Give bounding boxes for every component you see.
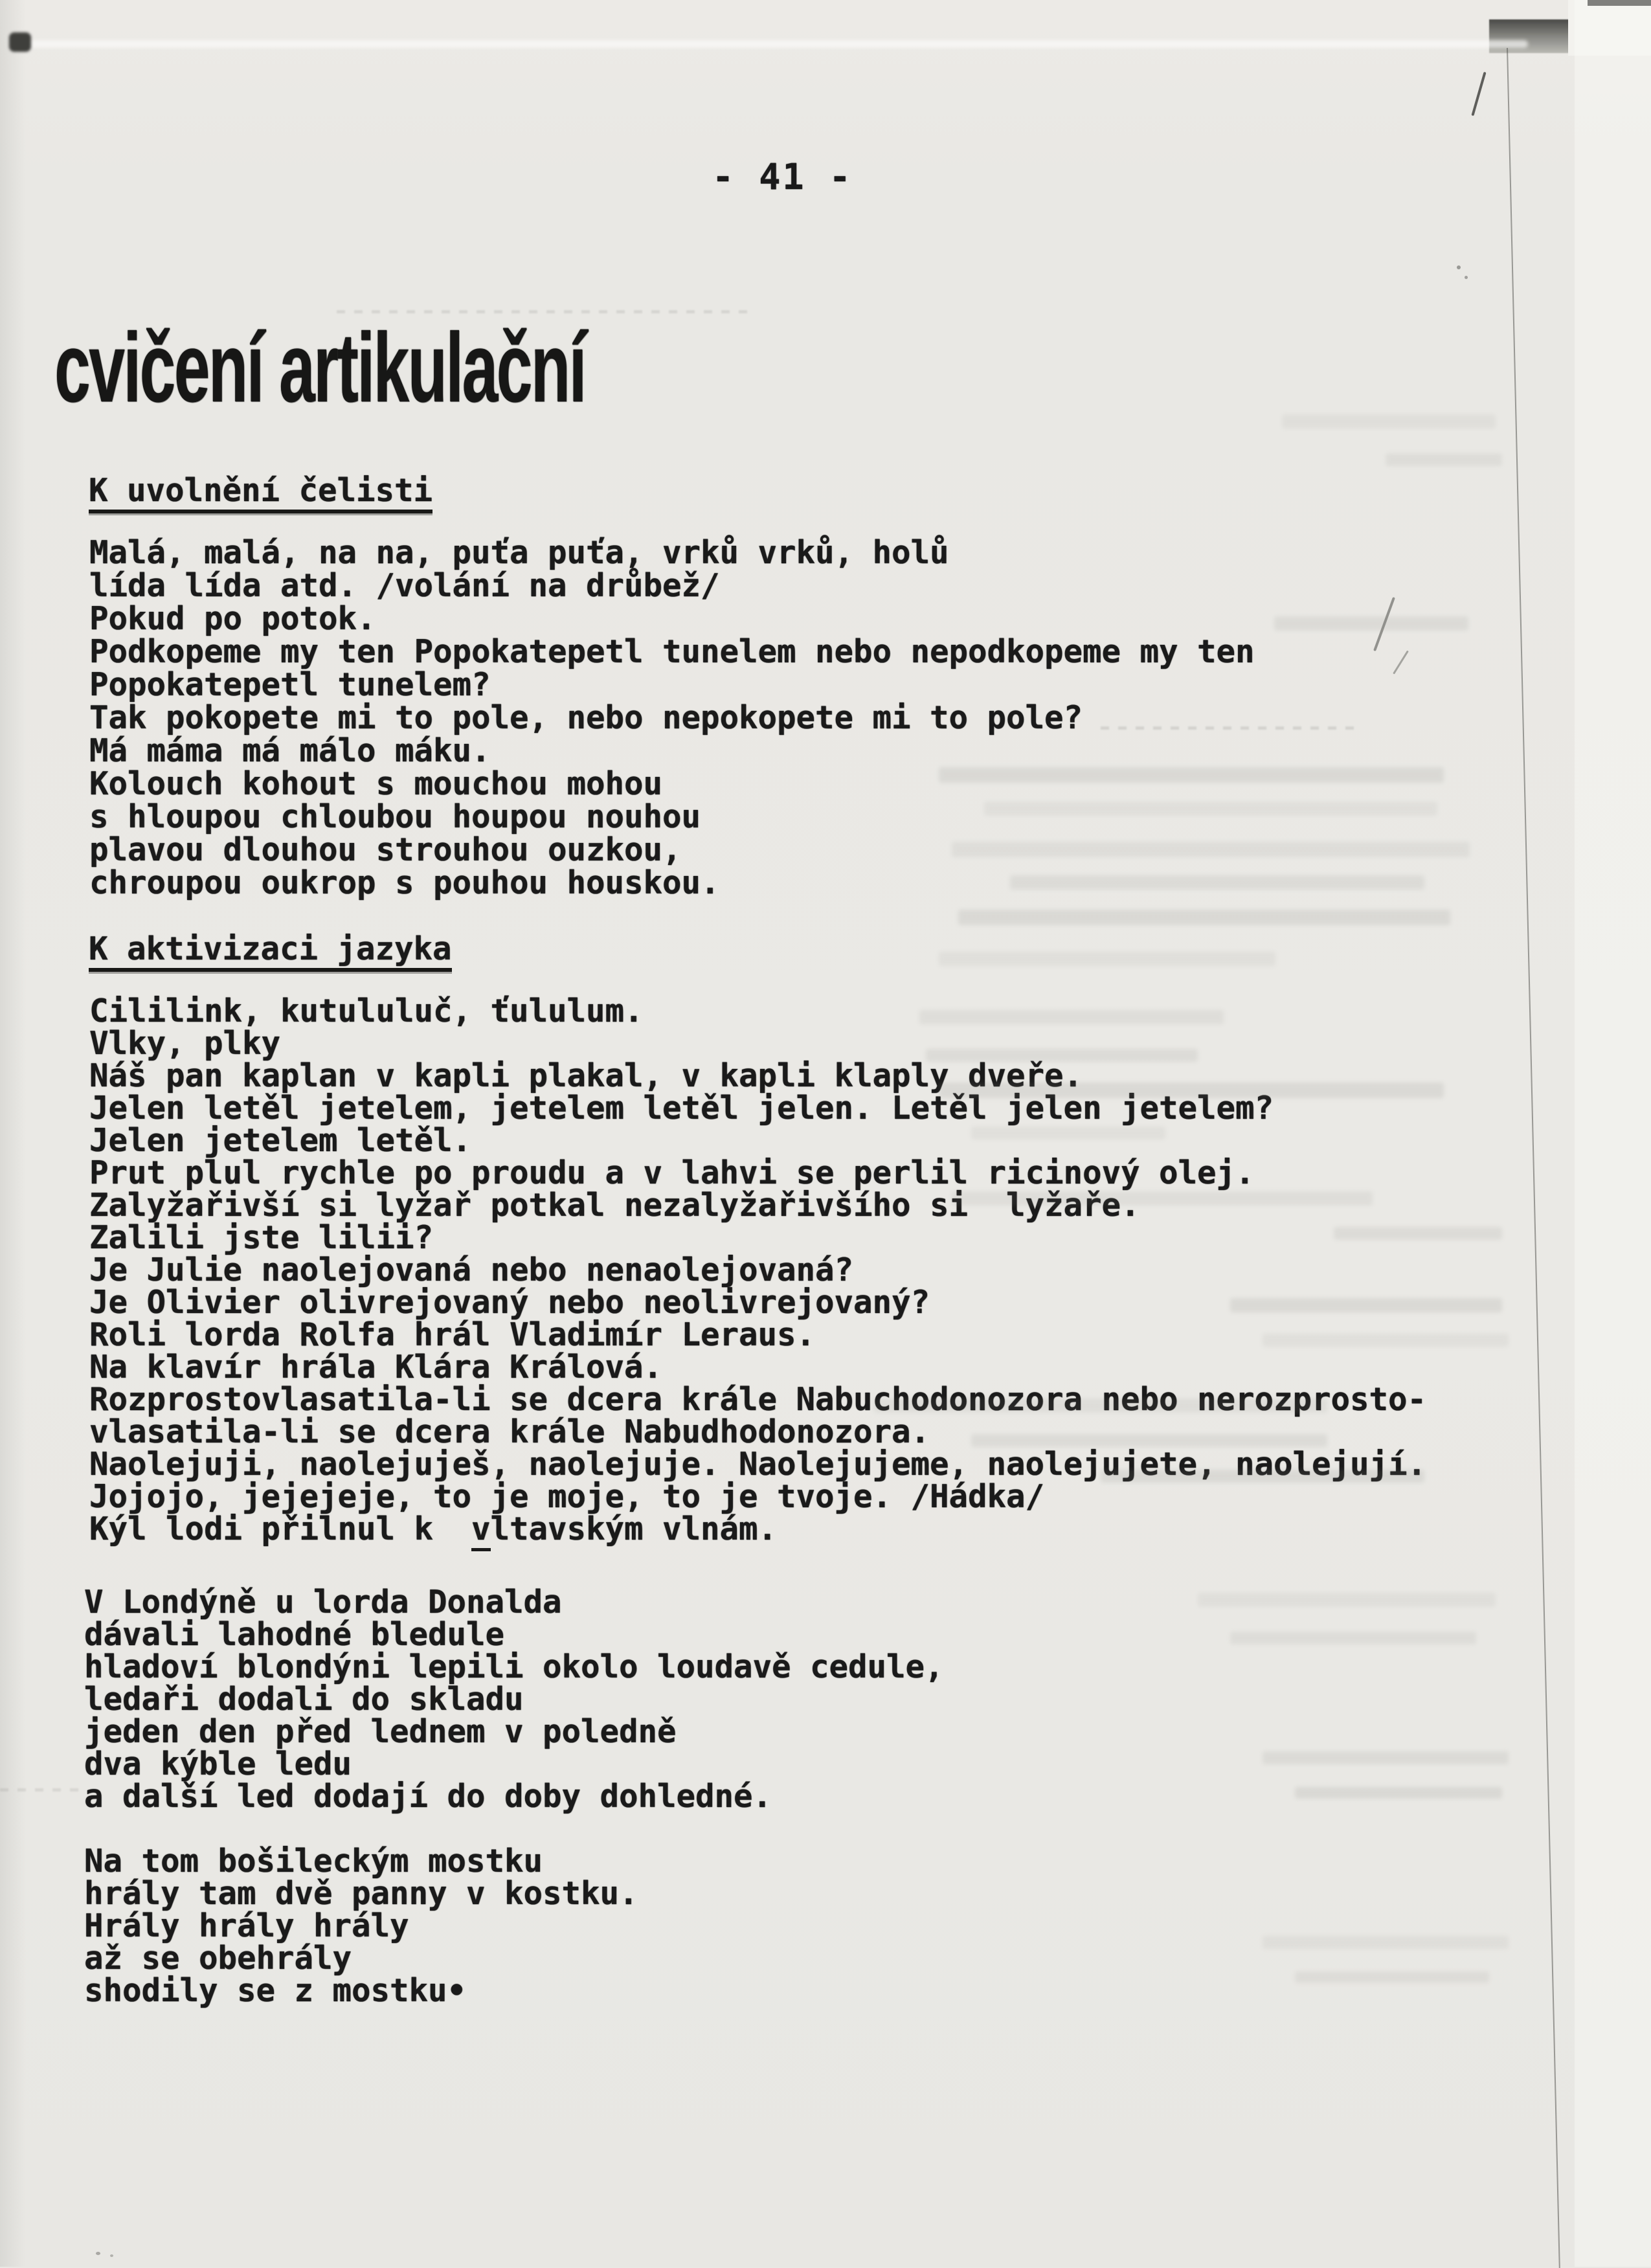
text-line: dva kýble ledu xyxy=(84,1746,352,1782)
text-line: Roli lorda Rolfa hrál Vladimír Leraus. xyxy=(89,1316,816,1353)
bleedthrough-smudge xyxy=(952,842,1470,857)
paper-crease xyxy=(19,40,1528,48)
text-line: Kolouch kohout s mouchou mohou xyxy=(89,765,663,802)
bleedthrough-smudge xyxy=(958,910,1450,925)
text-line: shodily se z mostku• xyxy=(84,1972,467,2009)
text-line xyxy=(89,1510,1426,1547)
bleedthrough-smudge xyxy=(1010,875,1424,890)
bleedthrough-smudge xyxy=(1386,453,1502,466)
text-line: Jojojo, jejejeje, to je moje, to je tvoje. /Hádka/ xyxy=(89,1478,1045,1515)
page-title: cvičení artikulační xyxy=(54,313,585,423)
text-line: Je Julie naolejovaná nebo nenaolejovaná? xyxy=(89,1252,854,1288)
text-line: Zalili jste lilii? xyxy=(89,1219,434,1256)
bleedthrough-smudge xyxy=(1263,1334,1509,1347)
underlined-letter: v xyxy=(471,1510,491,1551)
bleedthrough-smudge xyxy=(919,1010,1224,1024)
bleedthrough-smudge xyxy=(1295,1787,1502,1799)
text-line: vlasatila-li se dcera krále Nabudhodonozora. xyxy=(89,1413,930,1450)
text-line: hladoví blondýni lepili okolo loudavě cedule, xyxy=(84,1648,944,1685)
text-line: Cililink, kutululuč, ťululum. xyxy=(89,993,644,1029)
text-line: Tak pokopete mi to pole, nebo nepokopete mi to pole? xyxy=(89,699,1083,736)
page-number: - 41 - xyxy=(712,156,853,197)
text-line: jeden den před lednem v poledně xyxy=(84,1713,677,1750)
text-line: Pokud po potok. xyxy=(89,600,376,637)
bleedthrough-smudge xyxy=(1274,616,1468,631)
text-line: až se obehrály xyxy=(84,1940,352,1977)
bleedthrough-smudge xyxy=(1334,1227,1502,1240)
page-edge-line xyxy=(1507,48,1560,2268)
section-heading-jaw: K uvolnění čelisti xyxy=(89,475,432,513)
text-line: Naolejuji, naolejuješ, naolejuje. Naolejujeme, naolejujete, naolejují. xyxy=(89,1446,1427,1483)
text-run: ltavským vlnám. xyxy=(490,1510,778,1547)
text-line: Rozprostovlasatila-li se dcera krále Nabuchodonozora nebo nerozprosto- xyxy=(89,1381,1427,1418)
bleedthrough-smudge xyxy=(1230,1632,1476,1645)
bleedthrough-smudge xyxy=(1101,1470,1424,1483)
text-line: lída lída atd. /volání na drůbež/ xyxy=(89,567,720,604)
text-line: Jelen letěl jetelem, jetelem letěl jelen. Letěl jelen jetelem? xyxy=(89,1090,1274,1127)
section-heading-tongue: K aktivizaci jazyka xyxy=(89,933,452,972)
scan-edge-bar-right xyxy=(1489,19,1572,53)
bleedthrough-smudge xyxy=(1282,414,1496,429)
bleedthrough-smudge xyxy=(1198,1593,1496,1607)
pen-mark xyxy=(1393,650,1409,674)
text-line: Náš pan kaplan v kapli plakal, v kapli klaply dveře. xyxy=(89,1057,1083,1094)
text-line: Popokatepetl tunelem? xyxy=(89,666,491,703)
bleedthrough-smudge xyxy=(874,1398,1327,1413)
ink-speck xyxy=(1457,265,1461,269)
text-line: chroupou oukrop s pouhou houskou. xyxy=(89,864,720,901)
text-line: Prut plul rychle po proudu a v lahvi se perlil ricinový olej. xyxy=(89,1154,1255,1191)
bleedthrough-smudge xyxy=(971,1434,1327,1447)
bleedthrough-smudge xyxy=(939,952,1275,966)
bleedthrough-smudge xyxy=(952,1191,1373,1206)
bleedthrough-smudge xyxy=(1295,1971,1489,1983)
text-line: Na tom bošileckým mostku xyxy=(84,1843,543,1880)
text-line: Má máma má málo máku. xyxy=(89,732,491,769)
text-line: Jelen jetelem letěl. xyxy=(89,1122,472,1159)
text-line: ledaři dodali do skladu xyxy=(84,1681,524,1718)
bleedthrough-smudge xyxy=(939,767,1444,783)
ink-speck xyxy=(1465,276,1468,279)
paragraph-bridge-rhyme xyxy=(84,1845,638,2007)
text-line: Hrály hrály hrály xyxy=(84,1907,409,1944)
text-line: Vlky, plky xyxy=(89,1025,281,1062)
bleedthrough-smudge xyxy=(1263,1936,1509,1949)
text-line: Je Olivier olivrejovaný nebo neolivrejovaný? xyxy=(89,1284,930,1321)
text-line: Na klavír hrála Klára Králová. xyxy=(89,1349,663,1386)
text-line: Zalyžařivší si lyžař potkal nezalyžařivšího si lyžaře. xyxy=(89,1187,1140,1224)
bleedthrough-smudge xyxy=(939,1083,1444,1098)
text-line: dávali lahodné bledule xyxy=(84,1616,505,1653)
pen-mark xyxy=(1471,72,1486,116)
text-run: Kýl lodi přilnul k xyxy=(89,1510,472,1547)
text-line: Malá, malá, na na, puťa puťa, vrků vrků, holů xyxy=(89,534,949,571)
page-right-margin xyxy=(1575,0,1651,2267)
paragraph-london-rhyme xyxy=(84,1586,944,1813)
ink-speck xyxy=(110,2254,113,2257)
text-line: plavou dlouhou strouhou ouzkou, xyxy=(89,831,682,868)
scan-artifact-line xyxy=(0,1788,84,1791)
bleedthrough-smudge xyxy=(984,802,1437,816)
bleedthrough-smudge xyxy=(971,1127,1165,1140)
scan-shadow-blob xyxy=(9,32,31,52)
text-line: a další led dodají do doby dohledné. xyxy=(84,1778,772,1815)
text-line: s hloupou chloubou houpou nouhou xyxy=(89,798,701,835)
bleedthrough-smudge xyxy=(926,1049,1198,1062)
text-line: hrály tam dvě panny v kostku. xyxy=(84,1875,638,1912)
paragraph-tongue-exercises xyxy=(89,995,1426,1545)
scan-edge-bar xyxy=(0,12,1572,41)
text-line: Podkopeme my ten Popokatepetl tunelem nebo nepodkopeme my ten xyxy=(89,633,1255,670)
text-line: V Londýně u lorda Donalda xyxy=(84,1584,562,1621)
bleedthrough-smudge xyxy=(1230,1298,1502,1312)
bleedthrough-smudge xyxy=(1263,1751,1509,1764)
ink-speck xyxy=(96,2252,100,2255)
